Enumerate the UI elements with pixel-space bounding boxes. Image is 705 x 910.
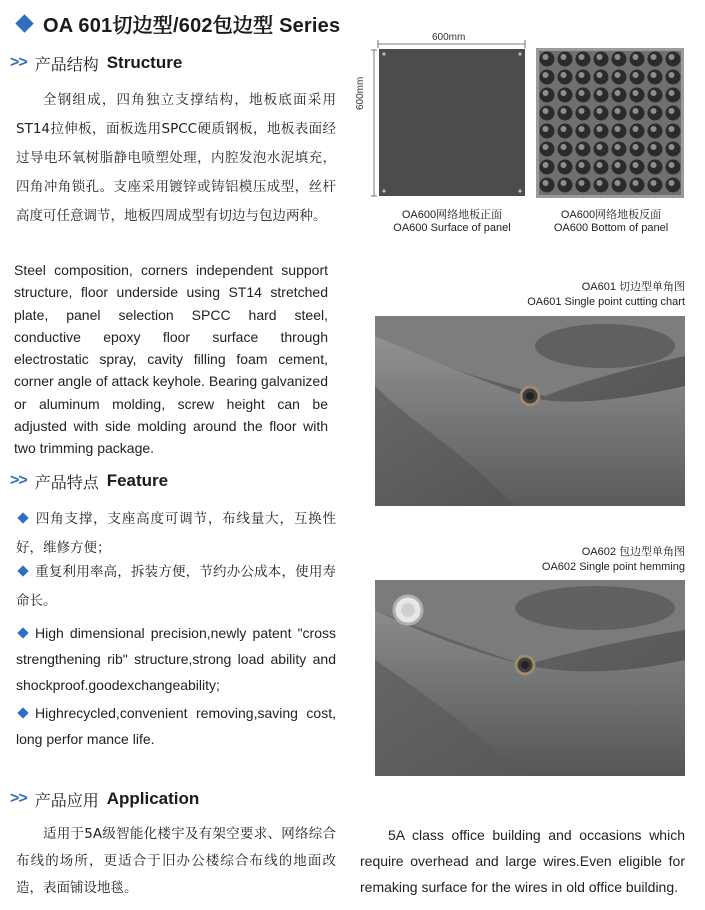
caption-surface-en: OA600 Surface of panel (393, 222, 511, 234)
bottom-dimple-highlight (633, 108, 639, 114)
bottom-dimple-highlight (669, 126, 675, 132)
bottom-dimple-highlight (651, 162, 657, 168)
caption-bottom (530, 209, 692, 235)
bullet-diamond-icon (17, 627, 28, 638)
title-text: OA 601切边型/602包边型 Series (43, 14, 341, 37)
feature-heading (10, 470, 168, 492)
bottom-dimple-highlight (651, 180, 657, 186)
feature-item-text: Highrecycled,convenient removing,saving cost, long perfor mance life. (16, 705, 336, 747)
feature-item-cn-1 (16, 505, 336, 563)
bottom-dimple-highlight (579, 126, 585, 132)
bottom-dimple-highlight (561, 126, 567, 132)
double-chevron-icon: >> (10, 790, 27, 807)
structure-heading (10, 52, 182, 74)
bottom-dimple-highlight (633, 72, 639, 78)
bottom-dimple-highlight (597, 144, 603, 150)
bottom-dimple-highlight (561, 72, 567, 78)
caption-oa602-cn: OA602 包边型单角图 (581, 546, 685, 558)
bottom-dimple-highlight (615, 108, 621, 114)
caption-bottom-en: OA600 Bottom of panel (553, 222, 669, 234)
structure-heading-en: Structure (106, 53, 183, 72)
feature-item-en-1 (16, 620, 336, 698)
diamond-icon (15, 14, 33, 32)
bottom-dimple-highlight (561, 90, 567, 96)
bottom-dimple-highlight (615, 72, 621, 78)
bottom-dimple-highlight (543, 90, 549, 96)
bottom-dimple-highlight (669, 180, 675, 186)
bottom-dimple-highlight (543, 126, 549, 132)
structure-heading-cn: 产品结构 (34, 54, 99, 74)
structure-paragraph-cn: 全钢组成，四角独立支撑结构，地板底面采用ST14拉伸板，面板选用SPCC硬质钢板，地板表面经过导电环氧树脂静电喷塑处理，内腔发泡水泥填充，四角冲角锁孔。支座采用镀锌或铸铝模压成型，丝杆高度可任意调节，地板四周成型有切边与包边两种。 (16, 92, 336, 224)
bottom-dimple-highlight (543, 180, 549, 186)
caption-oa602-en: OA602 Single point hemming (541, 561, 685, 573)
bottom-dimple-highlight (669, 72, 675, 78)
caption-oa601-cn: OA601 切边型单角图 (581, 281, 685, 293)
bottom-dimple-highlight (615, 180, 621, 186)
bottom-dimple-highlight (615, 54, 621, 60)
caption-bottom-cn: OA600网络地板反面 (560, 209, 662, 221)
double-chevron-icon: >> (10, 472, 27, 489)
dimension-height-label: 600mm (355, 76, 366, 110)
bullet-diamond-icon (17, 512, 28, 523)
caption-oa602 (542, 545, 685, 575)
bullet-diamond-icon (17, 565, 28, 576)
bottom-dimple-highlight (651, 126, 657, 132)
bottom-dimple-highlight (633, 144, 639, 150)
oa602-corner-image (375, 580, 685, 776)
bottom-dimple-highlight (579, 180, 585, 186)
bottom-dimple-highlight (615, 162, 621, 168)
bottom-dimple-highlight (597, 72, 603, 78)
caption-oa601 (527, 280, 685, 310)
bottom-dimple-highlight (597, 54, 603, 60)
dimension-width-label: 600mm (432, 32, 466, 43)
bottom-dimple-highlight (651, 108, 657, 114)
bottom-dimple-highlight (597, 108, 603, 114)
bottom-dimple-highlight (579, 72, 585, 78)
application-heading-cn: 产品应用 (34, 790, 99, 810)
bottom-dimple-highlight (561, 54, 567, 60)
bottom-dimple-highlight (543, 144, 549, 150)
feature-item-en-2 (16, 700, 336, 752)
structure-paragraph-en: Steel composition, corners independent support structure, floor underside using ST14 stretched plate, panel selection SPCC hard steel, conductive epoxy floor surface through electrostatic spray, cavity filling foam cement, corner angle of attack keyhole. Bearing galvanized or aluminum molding, screw height can be adjusted with side molding around the floor with two trimming package. (14, 262, 328, 457)
bottom-dimple-highlight (633, 180, 639, 186)
application-heading-en: Application (106, 789, 200, 808)
feature-heading-cn: 产品特点 (34, 472, 99, 492)
bottom-dimple-highlight (543, 162, 549, 168)
bottom-dimple-highlight (615, 90, 621, 96)
double-chevron-icon: >> (10, 54, 27, 71)
bottom-dimple-highlight (669, 144, 675, 150)
application-heading (10, 788, 199, 810)
bottom-dimple-highlight (615, 144, 621, 150)
bottom-dimple-highlight (597, 90, 603, 96)
bottom-dimple-highlight (633, 162, 639, 168)
bottom-dimple-highlight (543, 72, 549, 78)
bottom-dimple-highlight (579, 108, 585, 114)
bottom-dimple-highlight (579, 90, 585, 96)
bottom-dimple-highlight (561, 162, 567, 168)
bottom-dimple-highlight (669, 162, 675, 168)
feature-item-text: 四角支撑，支座高度可调节，布线量大，互换性好，维修方便； (16, 511, 336, 556)
bottom-dimple-highlight (579, 54, 585, 60)
bullet-diamond-icon (17, 707, 28, 718)
panel-surface-image (370, 36, 530, 206)
bottom-dimple-highlight (651, 144, 657, 150)
bottom-dimple-highlight (633, 54, 639, 60)
bottom-dimple-highlight (669, 108, 675, 114)
bottom-dimple-highlight (561, 108, 567, 114)
caption-oa601-en: OA601 Single point cutting chart (527, 296, 685, 308)
bottom-dimple-highlight (651, 54, 657, 60)
bottom-dimple-highlight (633, 126, 639, 132)
bottom-dimple-highlight (669, 54, 675, 60)
application-paragraph-cn: 适用于5A级智能化楼宇及有架空要求、网络综合布线的场所，更适合于旧办公楼综合布线的地面改造，表面铺设地毯。 (16, 826, 336, 896)
bottom-dimple-highlight (579, 162, 585, 168)
caption-surface-cn: OA600网络地板正面 (401, 209, 503, 221)
feature-item-cn-2 (16, 558, 336, 616)
bottom-dimple-highlight (597, 126, 603, 132)
application-paragraph-en: 5A class office building and occasions which require overhead and large wires.Even eligible for remaking surface for the wires in old office building. (360, 827, 685, 895)
feature-item-text: 重复利用率高，拆装方便，节约办公成本，使用寿命长。 (16, 564, 336, 609)
bottom-dimple-highlight (633, 90, 639, 96)
bottom-dimple-highlight (597, 180, 603, 186)
bottom-dimple-highlight (651, 90, 657, 96)
feature-heading-en: Feature (106, 471, 169, 490)
caption-surface (372, 209, 532, 235)
bottom-dimple-highlight (543, 54, 549, 60)
bottom-dimple-highlight (615, 126, 621, 132)
panel-bottom-image (536, 48, 684, 198)
bottom-dimple-highlight (597, 162, 603, 168)
bottom-dimple-highlight (579, 144, 585, 150)
page-title (12, 8, 340, 38)
bottom-dimple-highlight (561, 180, 567, 186)
bottom-dimple-highlight (669, 90, 675, 96)
bottom-dimple-highlight (543, 108, 549, 114)
bottom-dimple-highlight (651, 72, 657, 78)
oa601-corner-image (375, 316, 685, 506)
feature-item-text: High dimensional precision,newly patent "cross strengthening rib" structure,strong load ability and shockproof.goodexchangeability; (16, 625, 336, 693)
bottom-dimple-highlight (561, 144, 567, 150)
